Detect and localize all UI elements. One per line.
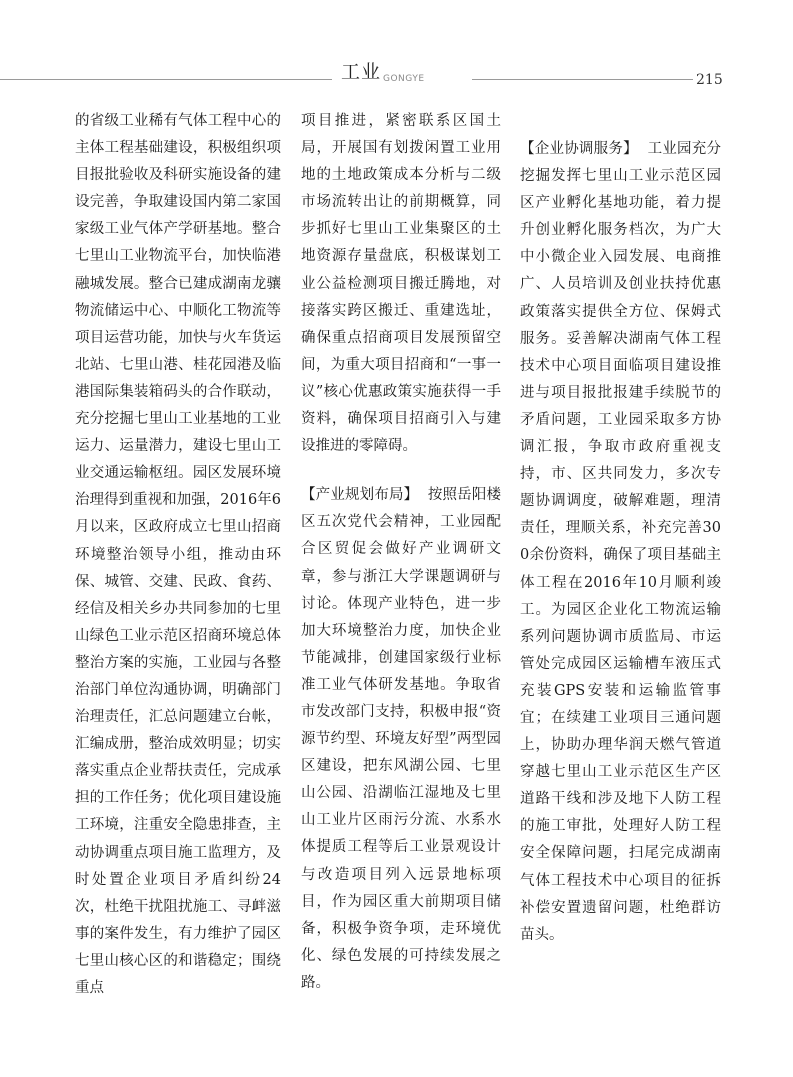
text-column-2: [301, 108, 501, 997]
header-rule-right: [472, 79, 693, 80]
column1-paragraph: 的省级工业稀有气体工程中心的主体工程基础建设，积极组织项目报批验收及科研实施设备的建设完善，争取建设国内第二家国家级工业气体产学研基地。整合七里山工业物流平台，加快临港融城发展。整合已建成湖南龙骧物流储运中心、中顺化工物流等项目运营功能，加快与火车货运北站、七里山港、桂花园港及临港国际集装箱码头的合作联动，充分挖掘七里山工业基地的工业运力、运量潜力，建设七里山工业交通运输枢纽。园区发展环境治理得到重视和加强，2016年6月以来，区政府成立七里山招商环境整治领导小组，推动由环保、城管、交建、民政、食药、经信及相关乡办共同参加的七里山绿色工业示范区招商环境总体整治方案的实施，工业园与各整治部门单位沟通协调，明确部门治理责任，汇总问题建立台帐，汇编成册，整治成效明显；切实落实重点企业帮扶责任，完成承担的工作任务；优化项目建设施工环境，注重安全隐患排查，主动协调重点项目施工监理方，及时处置企业项目矛盾纠纷24次，杜绝干扰阻扰施工、寻衅滋事的案件发生，有力维护了园区七里山核心区的和谐稳定；围绕重点: [75, 113, 281, 996]
paragraph-gap: [301, 460, 501, 482]
section-heading-planning: 【产业规划布局】: [301, 487, 419, 504]
column2-section: [301, 482, 501, 997]
header-rule-left: [0, 79, 332, 80]
section-body-services: 工业园充分挖掘发挥七里山工业示范区园区产业孵化基地功能，着力提升创业孵化服务档次，为广大中小微企业入园发展、电商推广、人员培训及创业扶持优惠政策落实提供全方位、保姆式服务。妥善解决湖南气体工程技术中心项目面临项目建设推进与项目报批报建手续脱节的矛盾问题，工业园采取多方协调汇报，争取市政府重视支持，市、区共同发力，多次专题协调调度，破解难题，理清责任，理顺关系，补充完善300余份资料，确保了项目基础主体工程在2016年10月顺利竣工。为园区企业化工物流运输系列问题协调市质监局、市运管处完成园区运输槽车液压式充装GPS安装和运输监管事宜；在续建工业项目三通问题上，协助办理华润天燃气管道穿越七里山工业示范区生产区道路干线和涉及地下人防工程的施工审批，处理好人防工程安全保障问题，扫尾完成湖南气体工程技术中心项目的征拆补偿安置遗留问题，杜绝群访苗头。: [520, 141, 721, 943]
section-body-planning: 按照岳阳楼区五次党代会精神，工业园配合区贸促会做好产业调研文章，参与浙江大学课题调研与讨论。体现产业特色，进一步加大环境整治力度，加快企业节能减排，创建国家级行业标准工业气体研发基地。争取省市发改部门支持，积极申报“资源节约型、环境友好型”两型园区建设，把东风湖公园、七里山公园、沿湖临江湿地及七里山工业片区雨污分流、水系水体提质工程等后工业景观设计与改造项目列入远景地标项目，作为园区重大前期项目储备，积极争资争项，走环境优化、绿色发展的可持续发展之路。: [301, 487, 502, 991]
column2-paragraph-top: 项目推进，紧密联系区国土局，开展国有划拨闲置工业用地的土地政策成本分析与二级市场流转出让的前期概算，同步抓好七里山工业集聚区的土地资源存量盘底，积极谋划工业公益检测项目搬迁腾地，对接落实跨区搬迁、重建选址，确保重点招商项目发展预留空间，为重大项目招商和“一事一议”核心优惠政策实施获得一手资料，确保项目招商引入与建设推进的零障碍。: [301, 113, 501, 455]
column3-section: [520, 136, 721, 949]
section-title: 工业: [341, 61, 382, 83]
page-number: 215: [696, 72, 723, 88]
text-column-1: [75, 108, 281, 1002]
text-column-3: [520, 136, 721, 949]
section-heading-services: 【企业协调服务】: [520, 141, 638, 157]
section-subtitle: GONGYE: [383, 74, 425, 84]
